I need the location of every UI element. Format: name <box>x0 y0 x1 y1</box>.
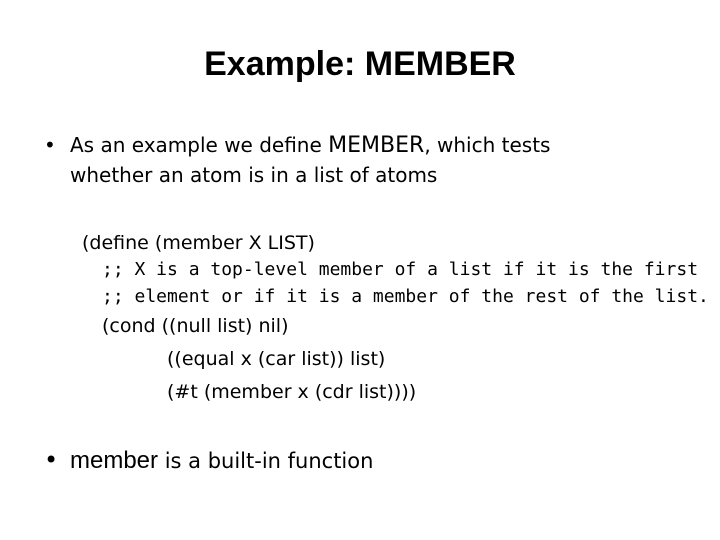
bullet-1-text-after: , which tests <box>424 133 551 157</box>
bullet-1-text-before: As an example we define <box>70 133 329 157</box>
bullet-1-line-2: whether an atom is in a list of atoms <box>70 163 438 187</box>
bullet-1-text <box>70 131 550 160</box>
code-line-6: (#t (member x (cdr list)))) <box>167 381 417 403</box>
code-line-5: ((equal x (car list)) list) <box>167 348 386 370</box>
code-line-4: (cond ((null list) nil) <box>102 315 289 337</box>
bullet-2-keyword: member <box>70 447 159 474</box>
code-line-1: (define (member X LIST) <box>82 232 315 254</box>
bullet-2-text-after: is a built-in function <box>158 449 374 473</box>
bullet-2-text <box>70 445 373 476</box>
bullet-marker: • <box>44 133 56 157</box>
slide-title: Example: MEMBER <box>204 45 516 83</box>
code-line-3: ;; element or if it is a member of the rest of the list. <box>102 286 709 307</box>
bullet-marker: • <box>44 446 59 474</box>
bullet-1-keyword: MEMBER <box>328 133 425 158</box>
code-line-2: ;; X is a top-level member of a list if it is the first <box>102 259 699 280</box>
